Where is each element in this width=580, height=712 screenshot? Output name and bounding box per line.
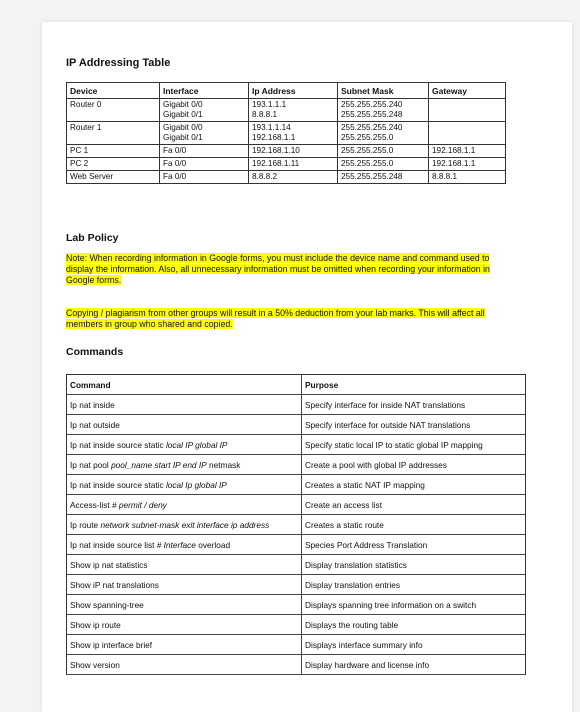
command-cell — [67, 395, 302, 415]
command-row — [67, 655, 526, 675]
subnet-mask-cell — [338, 145, 429, 158]
gateway-cell — [429, 99, 506, 122]
purpose-cell: Create a pool with global IP addresses — [302, 455, 526, 475]
interface-cell — [160, 171, 249, 184]
purpose-cell: Displays interface summary info — [302, 635, 526, 655]
ip-address-cell-line: 8.8.8.2 — [252, 172, 278, 181]
ip-address-cell — [249, 171, 338, 184]
purpose-cell: Specify interface for inside NAT translations — [302, 395, 526, 415]
command-cell — [67, 595, 302, 615]
ip-address-cell-line: 192.168.1.10 — [252, 146, 300, 155]
commands-heading: Commands — [66, 346, 124, 358]
command-row — [67, 415, 526, 435]
purpose-cell: Displays the routing table — [302, 615, 526, 635]
ip-table-header-row — [67, 83, 506, 99]
gateway-cell: 192.168.1.1 — [429, 158, 506, 171]
command-row — [67, 595, 526, 615]
command-keyword: Show spanning-tree — [70, 599, 144, 610]
interface-cell-line: Gigabit 0/0 — [163, 100, 203, 109]
lab-policy-warning — [66, 308, 516, 330]
device-cell: PC 2 — [67, 158, 160, 171]
command-row — [67, 495, 526, 515]
subnet-mask-cell — [338, 171, 429, 184]
command-parameter: pool_name start IP end IP — [111, 459, 207, 470]
commands-table — [66, 374, 526, 675]
command-keyword: Ip nat inside source static — [70, 439, 166, 450]
commands-header-row — [67, 375, 526, 395]
command-keyword: netmask — [206, 459, 241, 470]
device-cell: Web Server — [67, 171, 160, 184]
header-device: Device — [67, 83, 160, 99]
ip-address-cell-line: 8.8.8.1 — [252, 110, 278, 119]
interface-cell — [160, 145, 249, 158]
ip-address-cell-line: 193.1.1.14 — [252, 123, 291, 132]
command-row — [67, 395, 526, 415]
command-keyword: Ip nat inside — [70, 399, 115, 410]
ip-table-title: IP Addressing Table — [66, 57, 171, 69]
command-keyword: Show ip nat statistics — [70, 559, 148, 570]
command-row — [67, 475, 526, 495]
command-parameter: # permit / deny — [111, 499, 167, 510]
command-row — [67, 555, 526, 575]
ip-address-cell — [249, 99, 338, 122]
header-purpose: Purpose — [302, 375, 526, 395]
ip-address-cell — [249, 158, 338, 171]
lab-policy-note — [66, 253, 516, 286]
command-keyword: Ip route — [70, 519, 101, 530]
command-row — [67, 515, 526, 535]
interface-cell-line: Gigabit 0/1 — [163, 110, 203, 119]
command-keyword: Show ip interface brief — [70, 639, 153, 650]
purpose-cell: Displays spanning tree information on a switch — [302, 595, 526, 615]
subnet-mask-cell — [338, 158, 429, 171]
ip-addressing-table — [66, 82, 506, 184]
interface-cell-line: Gigabit 0/0 — [163, 123, 203, 132]
subnet-mask-cell-line: 255.255.255.0 — [341, 146, 394, 155]
command-row — [67, 535, 526, 555]
command-keyword: overload — [195, 539, 231, 550]
command-cell — [67, 535, 302, 555]
purpose-cell: Display hardware and license info — [302, 655, 526, 675]
ip-table-row — [67, 122, 506, 145]
ip-table-row — [67, 158, 506, 171]
subnet-mask-cell-line: 255.255.255.248 — [341, 172, 403, 181]
command-cell — [67, 435, 302, 455]
purpose-cell: Specify interface for outside NAT translations — [302, 415, 526, 435]
document-page — [42, 22, 572, 712]
command-keyword: Show ip route — [70, 619, 121, 630]
command-keyword: Ip nat outside — [70, 419, 120, 430]
ip-address-cell — [249, 122, 338, 145]
gateway-cell — [429, 122, 506, 145]
command-row — [67, 455, 526, 475]
subnet-mask-cell — [338, 122, 429, 145]
purpose-cell: Species Port Address Translation — [302, 535, 526, 555]
header-subnet-mask: Subnet Mask — [338, 83, 429, 99]
purpose-cell: Display translation entries — [302, 575, 526, 595]
ip-table-row — [67, 99, 506, 122]
purpose-cell: Display translation statistics — [302, 555, 526, 575]
interface-cell-line: Fa 0/0 — [163, 159, 187, 168]
command-cell — [67, 635, 302, 655]
command-cell — [67, 655, 302, 675]
ip-table-row — [67, 145, 506, 158]
note-text: Note: When recording information in Google forms, you must include the device name and command used to display the information. Also, all unnecessary information must be omitted when recording your information in Google forms. — [66, 253, 490, 285]
ip-address-cell-line: 193.1.1.1 — [252, 100, 287, 109]
purpose-cell: Creates a static route — [302, 515, 526, 535]
ip-address-cell-line: 192.168.1.1 — [252, 133, 296, 142]
purpose-cell: Create an access list — [302, 495, 526, 515]
device-cell: Router 1 — [67, 122, 160, 145]
interface-cell — [160, 122, 249, 145]
ip-address-cell-line: 192.168.1.11 — [252, 159, 300, 168]
interface-cell-line: Gigabit 0/1 — [163, 133, 203, 142]
command-parameter: local Ip global IP — [165, 479, 227, 490]
command-row — [67, 435, 526, 455]
command-keyword: Ip nat pool — [70, 459, 112, 470]
interface-cell-line: Fa 0/0 — [163, 172, 187, 181]
purpose-cell: Specify static local IP to static global IP mapping — [302, 435, 526, 455]
command-row — [67, 635, 526, 655]
device-cell: Router 0 — [67, 99, 160, 122]
header-ip-address: Ip Address — [249, 83, 338, 99]
header-interface: Interface — [160, 83, 249, 99]
command-parameter: local IP global IP — [165, 439, 228, 450]
command-parameter: # Interface — [156, 539, 196, 550]
command-cell — [67, 475, 302, 495]
command-keyword: Show iP nat translations — [70, 579, 159, 590]
command-keyword: Ip nat inside source list — [70, 539, 157, 550]
command-keyword: Access-list — [70, 499, 112, 510]
subnet-mask-cell-line: 255.255.255.240 — [341, 123, 403, 132]
command-cell — [67, 515, 302, 535]
command-cell — [67, 455, 302, 475]
interface-cell-line: Fa 0/0 — [163, 146, 187, 155]
command-keyword: Show version — [70, 659, 120, 670]
command-cell — [67, 555, 302, 575]
command-keyword: Ip nat inside source static — [70, 479, 166, 490]
device-cell: PC 1 — [67, 145, 160, 158]
subnet-mask-cell — [338, 99, 429, 122]
gateway-cell: 192.168.1.1 — [429, 145, 506, 158]
command-cell — [67, 575, 302, 595]
subnet-mask-cell-line: 255.255.255.0 — [341, 159, 394, 168]
command-parameter: network subnet-mask exit interface ip address — [100, 519, 270, 530]
ip-address-cell — [249, 145, 338, 158]
subnet-mask-cell-line: 255.255.255.240 — [341, 100, 403, 109]
command-row — [67, 615, 526, 635]
interface-cell — [160, 158, 249, 171]
copy-warning-text: Copying / plagiarism from other groups will result in a 50% deduction from your lab marks. This will affect all members in group who shared and copied. — [66, 308, 485, 329]
interface-cell — [160, 99, 249, 122]
subnet-mask-cell-line: 255.255.255.248 — [341, 110, 403, 119]
header-gateway: Gateway — [429, 83, 506, 99]
subnet-mask-cell-line: 255.255.255.0 — [341, 133, 394, 142]
command-cell — [67, 615, 302, 635]
ip-table-row — [67, 171, 506, 184]
header-command: Command — [67, 375, 302, 395]
purpose-cell: Creates a static NAT IP mapping — [302, 475, 526, 495]
command-cell — [67, 495, 302, 515]
command-row — [67, 575, 526, 595]
lab-policy-heading: Lab Policy — [66, 232, 119, 244]
command-cell — [67, 415, 302, 435]
gateway-cell: 8.8.8.1 — [429, 171, 506, 184]
